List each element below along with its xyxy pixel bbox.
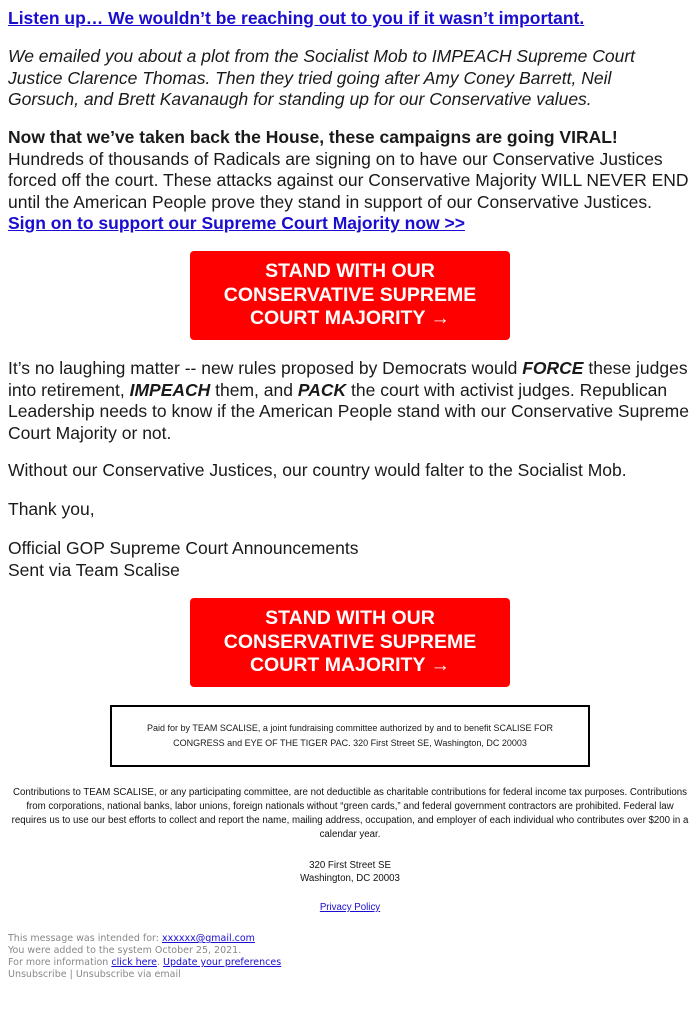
paid-for-text: Paid for by TEAM SCALISE, a joint fundraising committee authorized by and to benefit SCALISE FOR CONGRESS and EYE OF THE TIGER PAC. 320 First Street SE, Washington, DC 20003: [146, 723, 554, 748]
impeach-emphasis: IMPEACH: [129, 379, 211, 400]
unsubscribe-line: [8, 969, 281, 981]
rules-text-3: them, and: [210, 379, 298, 400]
legal-disclaimer: Contributions to TEAM SCALISE, or any participating committee, are not deductible as charitable contributions for federal income tax purposes. Contributions from corporations, national banks, labor unions, foreign nationals without “green cards,” and federal government contractors are prohibited. Federal law requires us to use our best efforts to collect and report the name, mailing address, occupation, and employer of each individual who contributes over $200 in a calendar year.: [11, 787, 689, 840]
viral-body: Hundreds of thousands of Radicals are signing on to have our Conservative Justices forced off the court. These attacks against our Conservative Majority WILL NEVER END until the American People prove they stand in support of our Conservative Justices.: [8, 148, 689, 212]
unsubscribe-separator: |: [66, 969, 76, 980]
thank-you: Thank you,: [8, 499, 95, 519]
address-line-2: Washington, DC 20003: [300, 872, 400, 884]
viral-bold-lead: Now that we’ve taken back the House, these campaigns are going VIRAL!: [8, 127, 618, 147]
privacy-policy-link[interactable]: Privacy Policy: [319, 902, 381, 913]
intended-prefix: This message was intended for:: [8, 933, 162, 944]
more-info-period: .: [157, 957, 164, 968]
intro-paragraph: We emailed you about a plot from the Socialist Mob to IMPEACH Supreme Court Justice Clarence Thomas. Then they tried going after Amy Coney Barrett, Neil Gorsuch, and Brett Kavanaugh for standing up for our Conservative values.: [8, 46, 636, 109]
unsubscribe-link[interactable]: Unsubscribe: [8, 969, 67, 980]
click-here-link[interactable]: click here: [111, 957, 157, 968]
pack-emphasis: PACK: [297, 379, 347, 400]
headline-link[interactable]: Listen up… We wouldn’t be reaching out to you if it wasn’t important.: [8, 8, 585, 28]
signature-line-2: Sent via Team Scalise: [8, 559, 180, 580]
rules-text-2: these judges into retirement,: [8, 358, 688, 400]
falter-paragraph: Without our Conservative Justices, our country would falter to the Socialist Mob.: [8, 460, 627, 480]
privacy-row: [0, 902, 700, 913]
mailing-address: [0, 860, 700, 885]
more-info-line: [8, 957, 281, 969]
recipient-email-link[interactable]: xxxxxx@gmail.com: [162, 933, 255, 944]
address-line-1: 320 First Street SE: [309, 860, 391, 871]
added-line: You were added to the system October 25, 2021.: [8, 945, 242, 956]
rules-text-1: It’s no laughing matter -- new rules proposed by Democrats would: [8, 358, 523, 378]
paid-for-disclaimer: [110, 705, 590, 767]
update-preferences-link[interactable]: Update your preferences: [163, 957, 282, 968]
signature: [8, 538, 359, 581]
viral-paragraph: [8, 127, 692, 235]
stand-with-majority-button[interactable]: STAND WITH OUR CONSERVATIVE SUPREME COURT MAJORITY →: [190, 251, 510, 340]
signature-line-1: Official GOP Supreme Court Announcements: [8, 538, 359, 558]
intended-for-line: [8, 933, 281, 945]
rules-paragraph: [8, 358, 692, 444]
force-emphasis: FORCE: [522, 358, 584, 378]
more-info-prefix: For more information: [8, 957, 112, 968]
rules-text-4: the court with activist judges. Republican Leadership needs to know if the American People stand with our Conservative Supreme Court Majority or not.: [8, 379, 689, 443]
stand-with-majority-button-bottom[interactable]: STAND WITH OUR CONSERVATIVE SUPREME COURT MAJORITY →: [190, 598, 510, 687]
sign-on-link[interactable]: Sign on to support our Supreme Court Majority now >>: [8, 213, 465, 233]
unsubscribe-via-email-link[interactable]: Unsubscribe via email: [75, 969, 181, 980]
footer: [8, 933, 281, 981]
